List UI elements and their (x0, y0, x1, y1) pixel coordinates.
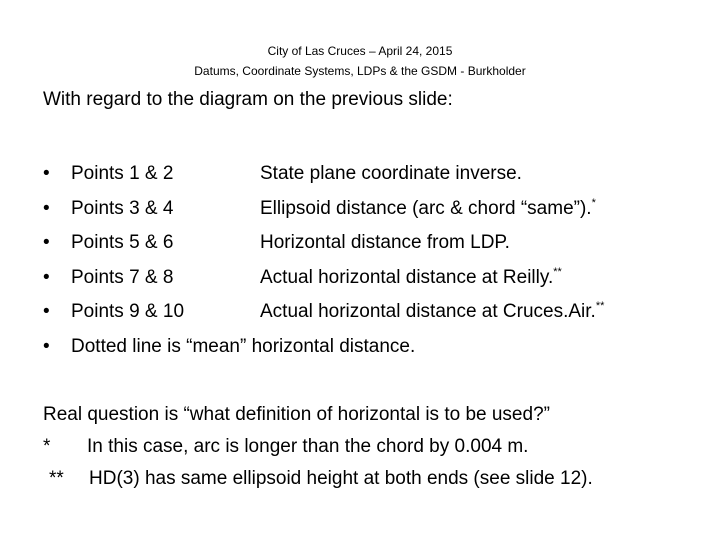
points-label: Points 9 & 10 (71, 301, 185, 322)
bullet-icon: • (43, 232, 50, 253)
description-text: Actual horizontal distance at Cruces.Air. (260, 301, 596, 322)
footnote-1-mark: * (43, 436, 51, 457)
footnote-marker: ** (553, 265, 562, 278)
header-line-event: City of Las Cruces – April 24, 2015 (267, 44, 453, 58)
footnote-2-mark: ** (49, 468, 64, 489)
points-description (260, 298, 604, 326)
points-description (260, 195, 596, 223)
bullet-icon: • (43, 163, 50, 184)
points-description (260, 229, 510, 257)
bullet-icon: • (43, 197, 50, 219)
description-text: Horizontal distance from LDP. (260, 232, 510, 253)
points-description (260, 160, 522, 188)
bullet-icon: • (43, 266, 50, 288)
footnote-1-text: In this case, arc is longer than the chord by 0.004 m. (87, 436, 529, 457)
footer-notes (43, 399, 593, 495)
footnote-2 (43, 463, 593, 495)
bullet-icon: • (43, 335, 50, 357)
footnote-1 (43, 431, 593, 463)
points-label: Points 5 & 6 (71, 232, 174, 253)
footnote-2-text: HD(3) has same ellipsoid height at both ends (see slide 12). (89, 468, 593, 489)
slide-header (0, 41, 720, 81)
footnote-marker: ** (595, 300, 605, 312)
description-text: State plane coordinate inverse. (260, 163, 522, 184)
points-description (260, 264, 562, 292)
dotted-line-note: Dotted line is “mean” horizontal distance. (71, 335, 416, 357)
bullet-icon: • (43, 301, 50, 322)
real-question: Real question is “what definition of horizontal is to be used?” (43, 404, 550, 425)
description-text: Ellipsoid distance (arc & chord “same”). (260, 197, 592, 219)
points-label: Points 3 & 4 (71, 197, 174, 219)
points-label: Points 7 & 8 (71, 266, 174, 288)
intro-text: With regard to the diagram on the previous slide: (43, 89, 453, 110)
points-label: Points 1 & 2 (71, 163, 174, 184)
description-text: Actual horizontal distance at Reilly. (260, 266, 554, 288)
footnote-marker: * (591, 196, 596, 209)
header-line-topic: Datums, Coordinate Systems, LDPs & the GSDM - Burkholder (194, 64, 526, 78)
